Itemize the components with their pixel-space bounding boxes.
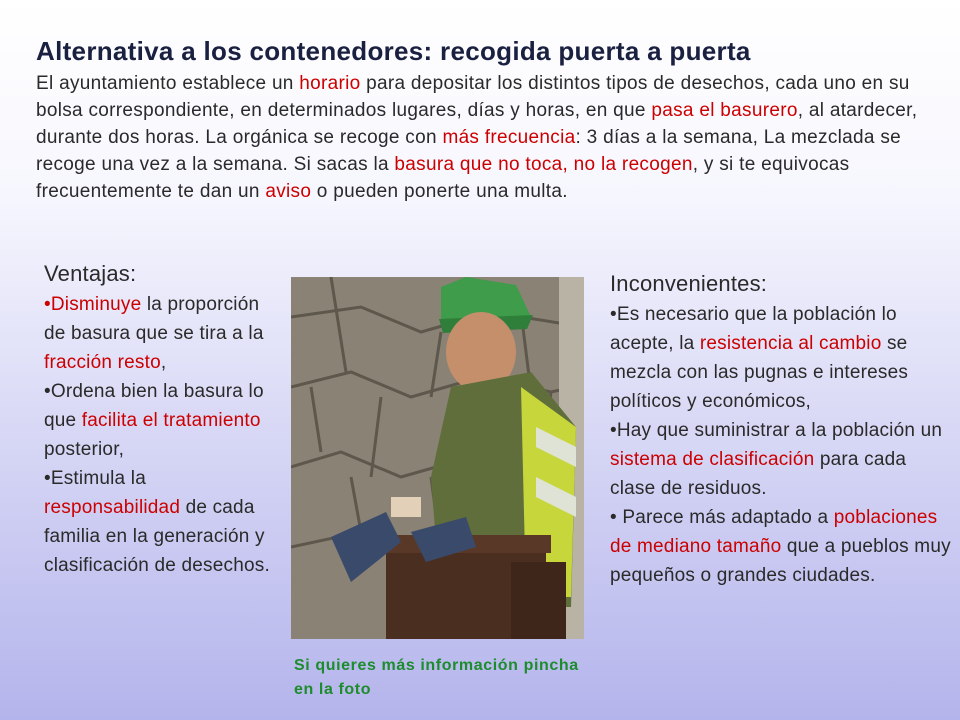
highlight-text: horario bbox=[299, 73, 361, 94]
highlight-text: poblaciones de mediano tamaño bbox=[610, 507, 938, 557]
inconvenientes-title: Inconvenientes: bbox=[610, 271, 768, 296]
ventajas-item bbox=[44, 290, 276, 377]
text-segment: para depositar los distintos tipos de desechos, cada uno en su bolsa correspondiente, en determinados lugares, días y horas, en que bbox=[36, 73, 910, 121]
slide-title: Alternativa a los contenedores: recogida puerta a puerta bbox=[36, 36, 751, 66]
text-segment: que a pueblos muy pequeños o grandes ciudades. bbox=[610, 536, 951, 586]
inconvenientes-item bbox=[610, 416, 955, 503]
text-segment: El ayuntamiento establece un bbox=[36, 73, 300, 94]
highlight-text: fracción resto bbox=[44, 352, 161, 373]
ventajas-section bbox=[44, 258, 276, 580]
text-segment: posterior, bbox=[44, 439, 125, 460]
ventajas-item bbox=[44, 377, 276, 464]
text-segment: , al atardecer, durante dos horas. La orgánica se recoge con bbox=[36, 100, 918, 148]
text-segment: •Hay que suministrar a la población un bbox=[610, 420, 943, 441]
text-segment: para cada clase de residuos. bbox=[610, 449, 907, 499]
text-segment: la proporción de basura que se tira a la bbox=[44, 294, 264, 344]
highlight-text: responsabilidad bbox=[44, 497, 181, 518]
text-segment: de cada familia en la generación y clasificación de desechos. bbox=[44, 497, 270, 576]
highlight-text: pasa el basurero bbox=[651, 100, 798, 121]
highlight-text: sistema de clasificación bbox=[610, 449, 815, 470]
highlight-text: facilita el tratamiento bbox=[81, 410, 261, 431]
text-segment: •Estimula la bbox=[44, 468, 146, 489]
inconvenientes-section bbox=[610, 268, 955, 590]
ventajas-item bbox=[44, 464, 276, 580]
waste-collector-photo[interactable] bbox=[291, 277, 584, 639]
text-segment: o pueden ponerte una multa. bbox=[311, 181, 568, 202]
highlight-text: aviso bbox=[265, 181, 312, 202]
highlight-text: basura que no toca, no la recogen bbox=[394, 154, 693, 175]
text-segment: : 3 días a la semana, La mezclada se recoge una vez a la semana. Si sacas la bbox=[36, 127, 902, 175]
highlight-text: resistencia al cambio bbox=[699, 333, 882, 354]
ventajas-title: Ventajas: bbox=[44, 261, 137, 286]
inconvenientes-item bbox=[610, 300, 955, 416]
text-segment: , bbox=[160, 352, 167, 373]
text-segment: •Es necesario que la población lo acepte, la bbox=[610, 304, 897, 354]
intro-paragraph bbox=[36, 70, 926, 205]
inconvenientes-item bbox=[610, 503, 955, 590]
text-segment: •Ordena bien la basura lo que bbox=[44, 381, 264, 431]
text-segment: se mezcla con las pugnas e intereses políticos y económicos, bbox=[610, 333, 909, 412]
text-segment: , y si te equivocas frecuentemente te dan un bbox=[36, 154, 850, 202]
highlight-text: más frecuencia bbox=[442, 127, 576, 148]
more-info-link[interactable]: Si quieres más información pincha en la foto bbox=[294, 657, 579, 698]
text-segment: • Parece más adaptado a bbox=[610, 507, 834, 528]
highlight-text: •Disminuye bbox=[44, 294, 142, 315]
